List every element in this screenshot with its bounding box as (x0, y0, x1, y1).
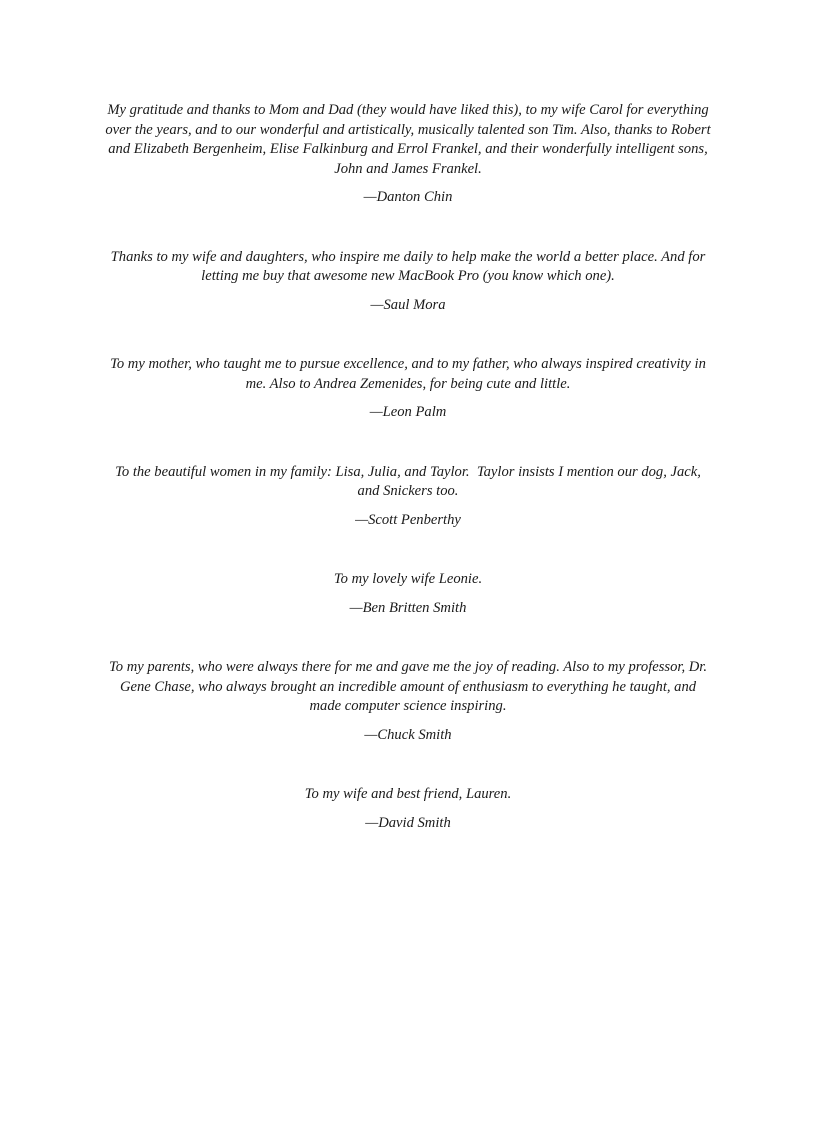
dedication-author: —Chuck Smith (364, 726, 452, 743)
dedications-list (104, 101, 712, 873)
dedication-text: To my wife and best friend, Lauren. (304, 786, 512, 802)
dedication-entry (104, 248, 712, 316)
dedication-text: Thanks to my wife and daughters, who inspire me daily to help make the world a better place. And for letting me buy that awesome new MacBook Pro (you know which one). (110, 248, 706, 284)
dedication-entry (104, 570, 712, 618)
dedication-entry (104, 355, 712, 423)
dedication-entry (104, 658, 712, 745)
dedication-text: To the beautiful women in my family: Lisa, Julia, and Taylor. Taylor insists I mention our dog, Jack, and Snickers too. (115, 463, 705, 499)
dedication-text: My gratitude and thanks to Mom and Dad (they would have liked this), to my wife Carol for everything over the years, and to our wonderful and artistically, musically talented son Tim. Also, thanks to Robert and Elizabeth Bergenheim, Elise Falkinburg and Errol Frankel, and their wonderfully intelligent sons, John and James Frankel. (105, 102, 711, 177)
dedication-entry (104, 785, 712, 833)
dedication-entry (104, 463, 712, 531)
dedication-author: —Ben Britten Smith (349, 599, 467, 616)
dedication-text: To my parents, who were always there for me and gave me the joy of reading. Also to my professor, Dr. Gene Chase, who always brought an incredible amount of enthusiasm to everything he taught, and made computer science inspiring. (108, 659, 708, 714)
dedication-text: To my lovely wife Leonie. (333, 571, 483, 587)
dedication-entry (104, 101, 712, 208)
dedication-text: To my mother, who taught me to pursue excellence, and to my father, who always inspired creativity in me. Also to Andrea Zemenides, for being cute and little. (110, 356, 706, 392)
dedication-author: —Scott Penberthy (355, 511, 461, 528)
dedication-author: —David Smith (365, 814, 451, 831)
dedication-author: —Danton Chin (363, 189, 453, 205)
dedication-author: —Leon Palm (369, 404, 447, 420)
dedication-author: —Saul Mora (370, 296, 446, 313)
